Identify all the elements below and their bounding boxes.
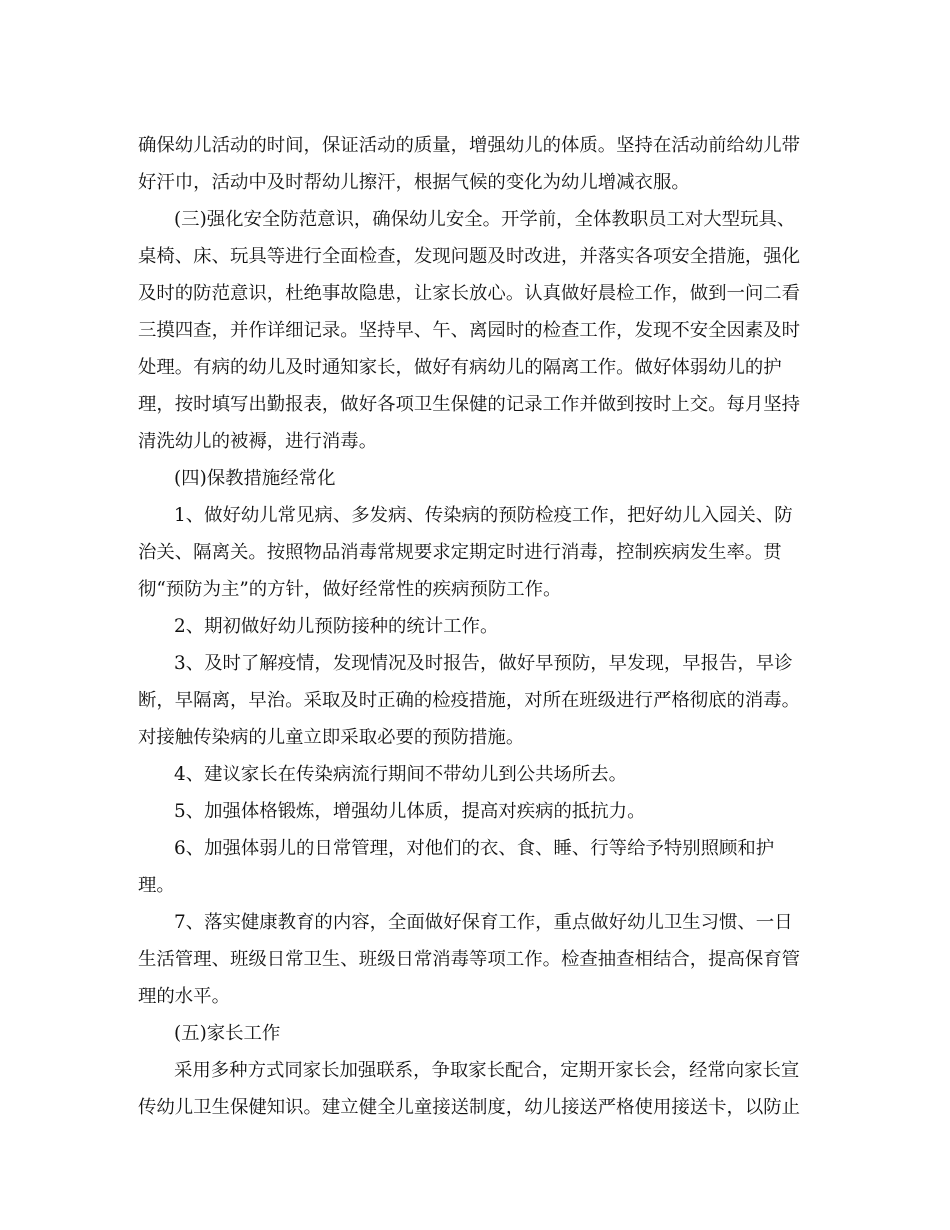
text-line: 理，按时填写出勤报表，做好各项卫生保健的记录工作并做到按时上交。每月坚持 bbox=[138, 394, 801, 415]
text-line: 断，早隔离，早治。采取及时正确的检疫措施，对所在班级进行严格彻底的消毒。 bbox=[138, 690, 801, 711]
list-item-7: 7、落实健康教育的内容，全面做好保育工作，重点做好幼儿卫生习惯、一日 bbox=[174, 912, 793, 933]
document-body bbox=[138, 127, 812, 1126]
text-line: 好汗巾，活动中及时帮幼儿擦汗，根据气候的变化为幼儿增减衣服。 bbox=[138, 172, 690, 193]
list-item-4: 4、建议家长在传染病流行期间不带幼儿到公共场所去。 bbox=[174, 764, 628, 785]
text-line: 理。 bbox=[138, 875, 175, 896]
text-line: 对接触传染病的儿童立即采取必要的预防措施。 bbox=[138, 727, 525, 748]
section-heading-4: (四)保教措施经常化 bbox=[174, 468, 336, 489]
text-line: 三摸四查，并作详细记录。坚持早、午、离园时的检查工作，发现不安全因素及时 bbox=[138, 320, 801, 341]
paragraph-parents: 采用多种方式同家长加强联系，争取家长配合，定期开家长会，经常向家长宣 bbox=[174, 1060, 800, 1081]
text-line: 治关、隔离关。按照物品消毒常规要求定期定时进行消毒，控制疾病发生率。贯 bbox=[138, 542, 782, 563]
text-line: 彻“预防为主”的方针，做好经常性的疾病预防工作。 bbox=[138, 579, 562, 600]
list-item-1: 1、做好幼儿常见病、多发病、传染病的预防检疫工作，把好幼儿入园关、防 bbox=[174, 505, 793, 526]
list-item-6: 6、加强体弱儿的日常管理，对他们的衣、食、睡、行等给予特别照顾和护 bbox=[174, 838, 775, 859]
list-item-2: 2、期初做好幼儿预防接种的统计工作。 bbox=[174, 616, 499, 637]
text-line: 处理。有病的幼儿及时通知家长，做好有病幼儿的隔离工作。做好体弱幼儿的护 bbox=[138, 357, 782, 378]
text-line: 传幼儿卫生保健知识。建立健全儿童接送制度，幼儿接送严格使用接送卡，以防止 bbox=[138, 1097, 801, 1118]
list-item-5: 5、加强体格锻炼，增强幼儿体质，提高对疾病的抵抗力。 bbox=[174, 801, 646, 822]
text-line: 确保幼儿活动的时间，保证活动的质量，增强幼儿的体质。坚持在活动前给幼儿带 bbox=[138, 135, 801, 156]
text-line: 及时的防范意识，杜绝事故隐患，让家长放心。认真做好晨检工作，做到一问二看 bbox=[138, 283, 801, 304]
text-line: 清洗幼儿的被褥，进行消毒。 bbox=[138, 431, 378, 452]
section-heading-3: (三)强化安全防范意识，确保幼儿安全。开学前，全体教职员工对大型玩具、 bbox=[174, 209, 796, 230]
text-line: 理的水平。 bbox=[138, 986, 230, 1007]
text-line: 生活管理、班级日常卫生、班级日常消毒等项工作。检查抽查相结合，提高保育管 bbox=[138, 949, 801, 970]
text-line: 桌椅、床、玩具等进行全面检查，发现问题及时改进，并落实各项安全措施，强化 bbox=[138, 246, 801, 267]
list-item-3: 3、及时了解疫情，发现情况及时报告，做好早预防，早发现，早报告，早诊 bbox=[174, 653, 793, 674]
section-heading-5: (五)家长工作 bbox=[174, 1023, 281, 1044]
